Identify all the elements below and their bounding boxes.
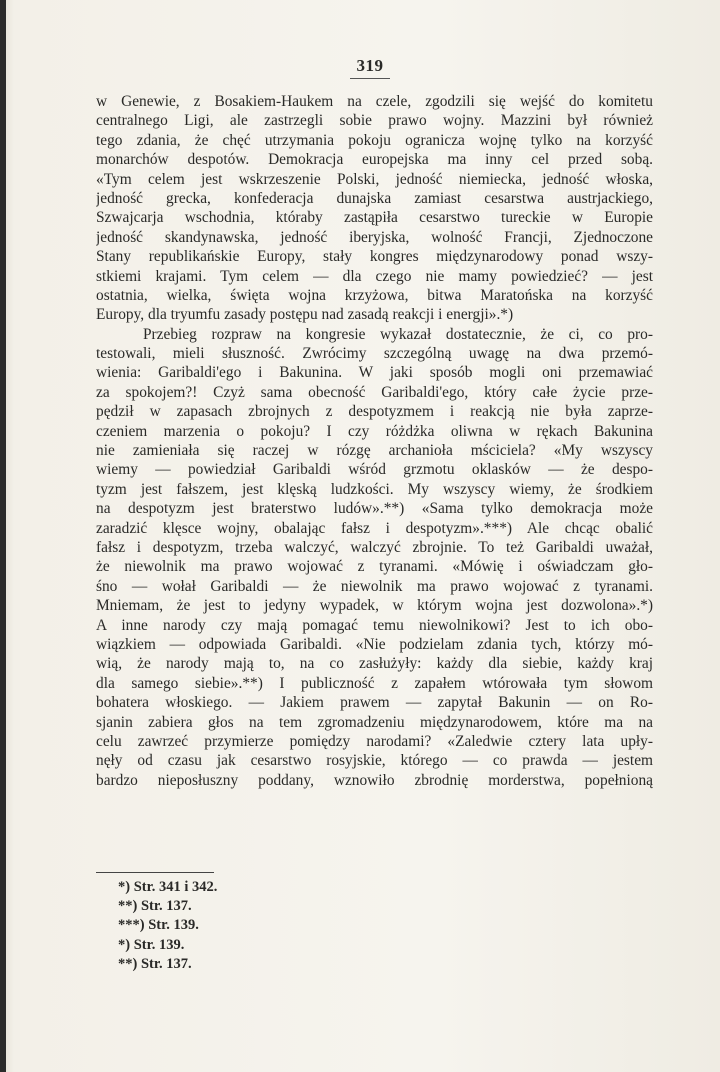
footnote: ***) Str. 139. [118,917,199,934]
text-line: za spokojem?! Czyż sama obecność Garibaldi'ego, który całe życie prze- [96,383,653,401]
text-line: A inne narody czy mają pomagać temu niewolnikowi? Jest to ich obo- [96,616,653,634]
text-line: fałsz i despotyzm, trzeba walczyć, walczyć zbrojnie. To też Garibaldi uważał, [96,538,653,556]
text-line: na despotyzm jest braterstwo ludów».**) «Sama tylko demokracja może [96,500,653,518]
text-line: stkiemi krajami. Tym celem — dla czego nie mamy powiedzieć? — jest [96,267,653,285]
footnote: **) Str. 137. [118,955,192,972]
text-line: jedność grecka, konfederacja dunajska zamiast cesarstwa austrjackiego, [96,189,653,207]
footnote: *) Str. 139. [118,936,185,953]
page-number-underline [350,78,390,79]
text-line: «Tym celem jest wskrzeszenie Polski, jedność niemiecka, jedność włoska, [96,170,653,188]
footnote: *) Str. 341 i 342. [118,879,218,895]
text-line: czeniem marzenia o pokoju? I czy różdżka oliwna w rękach Bakunina [96,422,653,440]
footnotes [118,878,217,974]
text-line: tyzm jest fałszem, jest klęską ludzkości. My wszyscy wiemy, że środkiem [96,480,653,498]
footnote: **) Str. 137. [118,898,192,915]
text-line: testowali, mieli słuszność. Zwrócimy szczególną uwagę na dwa przemó- [96,345,653,363]
text-line: nęły od czasu jak cesarstwo rosyjskie, którego — co prawda — jestem [96,752,653,770]
text-line: zaradzić klęsce wojny, obalając fałsz i despotyzm».***) Ale chcąc obalić [96,519,653,537]
text-line: Szwajcarja wschodnia, któraby zastąpiła cesarstwo tureckie w Europie [96,209,653,227]
text-line: dla samego siebie».**) I publiczność z zapałem wtórowała tym słowom [96,674,653,692]
text-line: ostatnia, wielka, święta wojna krzyżowa, bitwa Maratońska na korzyść [96,286,653,304]
text-line: śno — wołał Garibaldi — że niewolnik ma prawo wojować z tyranami. [96,577,653,595]
text-line: wienia: Garibaldi'ego i Bakunina. W jaki sposób mogli oni przemawiać [96,364,653,382]
page-binding-edge [0,0,6,1072]
text-line: celu zawrzeć przymierze pomiędzy narodami? «Zaledwie cztery lata upły- [96,732,653,750]
text-line: Europy, dla tryumfu zasady postępu nad zasadą reakcji i energji».*) [96,306,514,324]
footnote-separator [96,872,214,873]
body-text [96,92,653,790]
text-line: wiązkiem — odpowiada Garibaldi. «Nie podzielam zdania tych, którzy mó- [96,635,653,653]
text-line: bohatera włoskiego. — Jakiem prawem — zapytał Bakunin — on Ro- [96,694,653,712]
text-line: sjanin zabiera głos na tem zgromadzeniu międzynarodowem, które ma na [96,713,653,731]
text-line: wią, że narody mają to, na co zasłużyły: każdy dla siebie, każdy kraj [96,655,653,673]
text-line: że niewolnik ma prawo wojować z tyranami. «Mówię i oświadczam gło- [96,558,653,576]
text-line: nie zamieniała się raczej w rózgę archanioła mściciela? «My wszyscy [96,442,653,460]
text-line: w Genewie, z Bosakiem-Haukem na czele, zgodzili się wejść do komitetu [96,93,653,110]
text-line: monarchów despotów. Demokracja europejska ma inny cel przed sobą. [96,151,653,169]
text-line: bardzo nieposłuszny poddany, wznowiło zbrodnię morderstwa, popełnioną [96,771,653,789]
text-line: jedność skandynawska, jedność iberyjska, wolność Francji, Zjednoczone [96,228,653,246]
paragraph-start-line: Przebieg rozpraw na kongresie wykazał dostatecznie, że ci, co pro- [143,325,653,343]
text-line: wiemy — powiedział Garibaldi wśród grzmotu oklasków — że despo- [96,461,653,479]
text-line: centralnego Ligi, ale zastrzegli sobie prawo wojny. Mazzini był również [96,112,653,130]
page-number: 319 [356,56,384,75]
text-line: tego zdania, że chęć utrzymania pokoju ogranicza wojnę tylko na korzyść [96,131,653,149]
text-line: Mniemam, że jest to jedyny wypadek, w którym wojna jest dozwolona».*) [96,597,653,615]
text-line: pędził w zapasach zbrojnych z despotyzmem i reakcją nie była zaprze- [96,403,653,421]
text-line: Stany republikańskie Europy, stały kongres międzynarodowy ponad wszy- [96,248,653,266]
